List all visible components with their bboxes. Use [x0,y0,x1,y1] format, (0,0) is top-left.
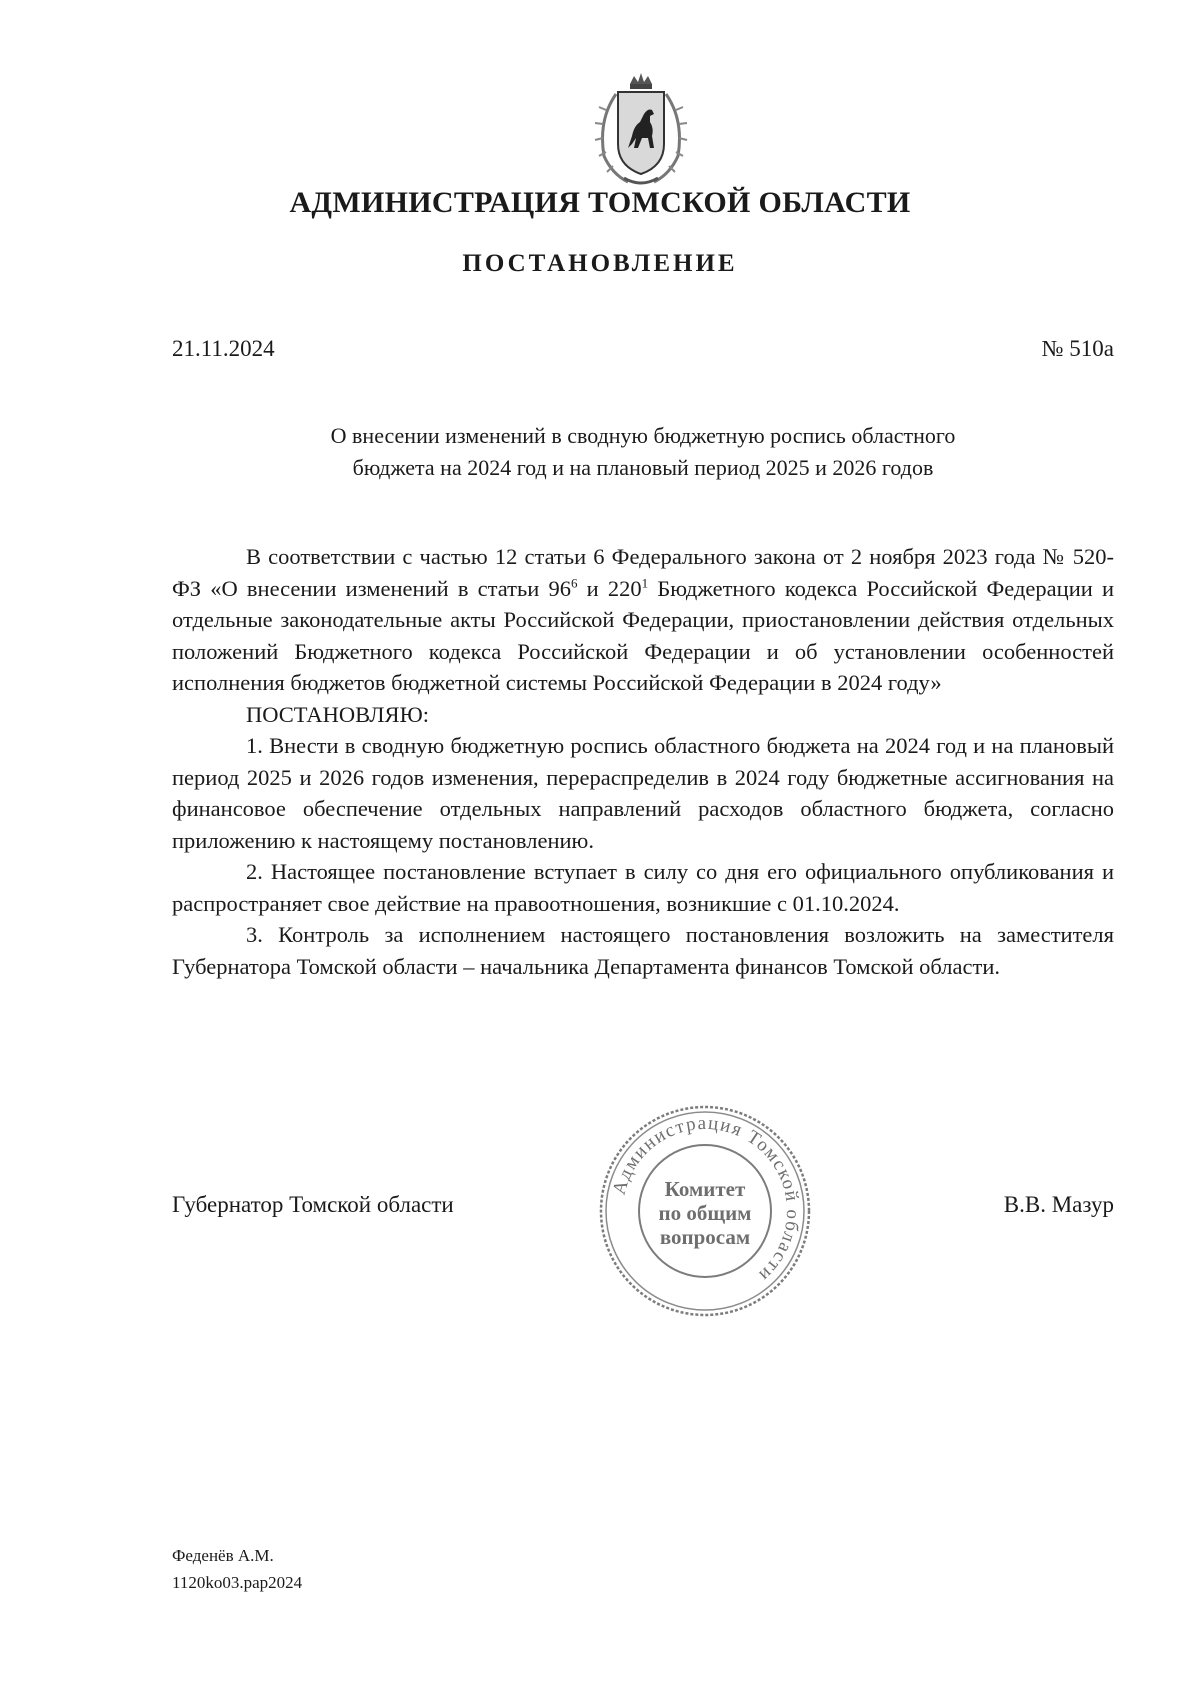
document-number: № 510а [1041,336,1114,361]
stamp-center-line-3: вопросам [659,1225,751,1249]
subject-line-2: бюджета на 2024 год и на плановый период 2025 и 2026 годов [352,455,934,480]
official-stamp [594,1100,816,1322]
executor-block [172,1542,302,1596]
document-date: 21.11.2024 [172,336,275,361]
preamble-superscript-1: 6 [570,575,578,590]
decree-item-3: 3. Контроль за исполнением настоящего постановления возложить на заместителя Губернатора Томской области – начальника Департамента финансов Томской области. [172,922,1114,979]
decree-item-1: 1. Внести в сводную бюджетную роспись областного бюджета на 2024 год и на плановый период 2025 и 2026 годов изменения, перераспределив в 2024 году бюджетные ассигнования на финансовое обеспечение отдельных направлений расходов областного бюджета, согласно приложению к настоящему постановлению. [172,733,1114,853]
executor-file-code: 1120ko03.pap2024 [172,1573,303,1592]
preamble-text-1: В соответствии с частью 12 статьи 6 Федерального закона от 2 ноября 2023 года № 520-ФЗ «О внесении изменений в статьи 96 [172,544,1114,601]
organization-title: АДМИНИСТРАЦИЯ ТОМСКОЙ ОБЛАСТИ [289,186,911,219]
executor-name: Феденёв А.М. [172,1546,274,1565]
signatory-name: В.В. Мазур [1003,1192,1114,1217]
coat-of-arms-icon [588,70,694,192]
document-type: ПОСТАНОВЛЕНИЕ [462,250,738,277]
stamp-ring-text: Администрация Томской области [608,1112,804,1287]
document-subject [172,420,1114,484]
stamp-center-line-1: Комитет [664,1177,746,1201]
document-body [172,541,1114,982]
signatory-title: Губернатор Томской области [172,1192,454,1217]
stamp-center-line-2: по общим [658,1201,752,1225]
preamble-superscript-2: 1 [641,575,649,590]
subject-line-1: О внесении изменений в сводную бюджетную роспись областного [330,423,956,448]
preamble-text-3: Бюджетного кодекса Российской Федерации и отдельные законодательные акты Российской Федерации, приостановлении действия отдельных положений Бюджетного кодекса Российской Федерации и об установлении особенностей исполнения бюджетов бюджетной системы Российской Федерации в 2024 году» [172,575,1114,695]
preamble-paragraph [172,541,1114,699]
decree-item-2: 2. Настоящее постановление вступает в силу со дня его официального опубликования и распространяет свое действие на правоотношения, возникшие с 01.10.2024. [172,859,1114,916]
preamble-text-2: и 220 [577,575,642,601]
decree-word: ПОСТАНОВЛЯЮ: [246,701,429,727]
